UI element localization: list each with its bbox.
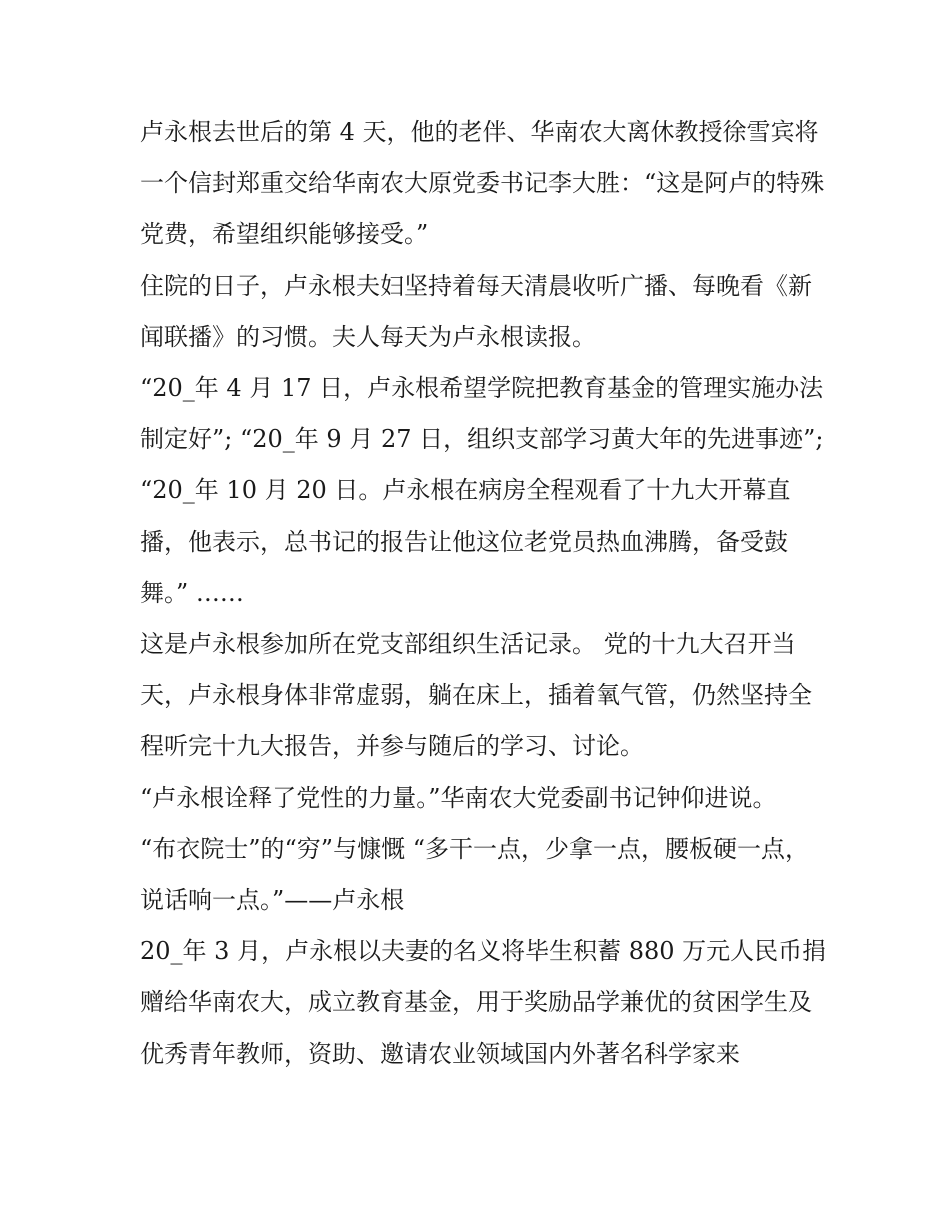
paragraph-6: “卢永根诠释了党性的力量。”华南农大党委副书记钟仰进说。	[140, 783, 777, 812]
paragraph-7: “布衣院士”的“穷”与慷慨 “多干一点，少拿一点，腰板硬一点，说话响一点。”——卢永根	[140, 834, 809, 915]
paragraph-3: “20_年 4 月 17 日，卢永根希望学院把教育基金的管理实施办法制定好”; “20_年 9 月 27 日，组织支部学习黄大年的先进事迹”;	[140, 374, 824, 454]
article-body	[140, 107, 830, 1080]
paragraph-1: 卢永根去世后的第 4 天，他的老伴、华南农大离休教授徐雪宾将一个信封郑重交给华南农大原党委书记李大胜：“这是阿卢的特殊党费，希望组织能够接受。”	[140, 118, 825, 249]
paragraph-2: 住院的日子，卢永根夫妇坚持着每天清晨收听广播、每晚看《新闻联播》的习惯。夫人每天为卢永根读报。	[140, 271, 812, 351]
paragraph-5: 这是卢永根参加所在党支部组织生活记录。 党的十九大召开当天，卢永根身体非常虚弱，躺在床上，插着氧气管，仍然坚持全程听完十九大报告，并参与随后的学习、讨论。	[140, 630, 812, 761]
paragraph-4: “20_年 10 月 20 日。卢永根在病房全程观看了十九大开幕直播，他表示，总书记的报告让他这位老党员热血沸腾，备受鼓舞。” ……	[140, 476, 791, 607]
paragraph-8: 20_年 3 月，卢永根以夫妻的名义将毕生积蓄 880 万元人民币捐赠给华南农大，成立教育基金，用于奖励品学兼优的贫困学生及优秀青年教师，资助、邀请农业领域国内外著名科学家来	[140, 937, 827, 1068]
